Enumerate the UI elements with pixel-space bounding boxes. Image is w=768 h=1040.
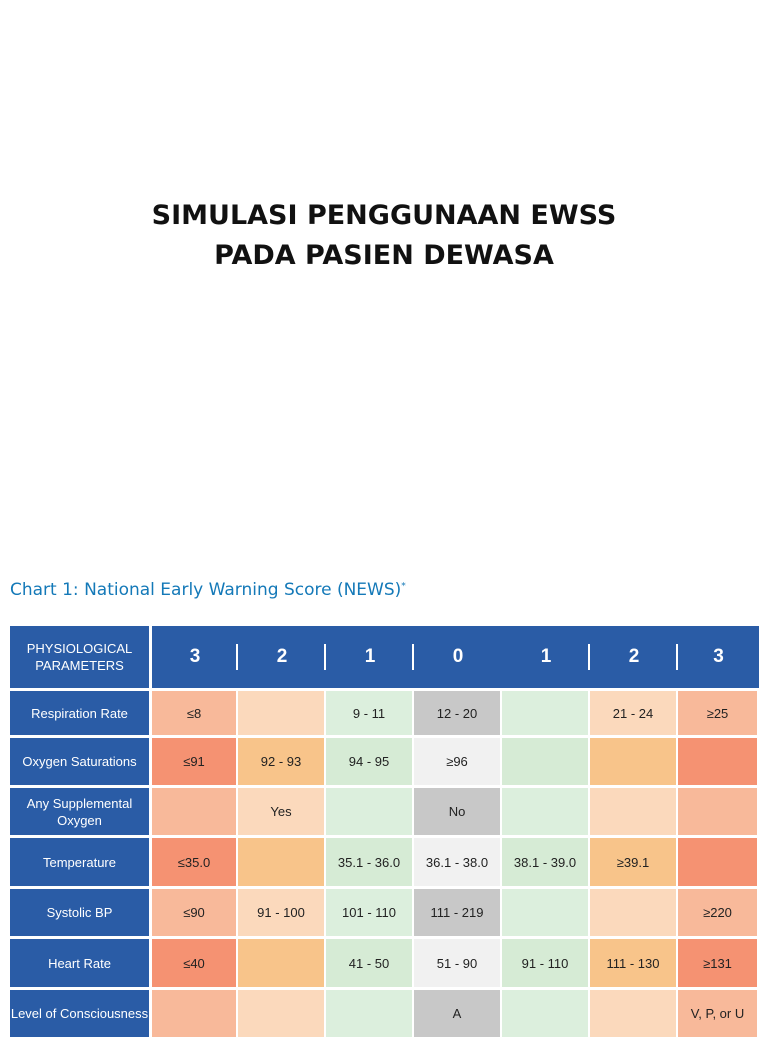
score-cell: ≤35.0: [152, 838, 238, 889]
parameter-label: Respiration Rate: [10, 691, 152, 738]
parameter-label: Oxygen Saturations: [10, 738, 152, 788]
score-cell: 51 - 90: [414, 939, 502, 990]
score-cell: [590, 990, 678, 1040]
score-cell: 101 - 110: [326, 889, 414, 939]
header-physiological-parameters: PHYSIOLOGICAL PARAMETERS: [10, 626, 152, 688]
table-row: [10, 738, 759, 788]
slide-title-line-1: SIMULASI PENGGUNAAN EWSS: [151, 200, 617, 231]
score-cell: [502, 788, 590, 838]
score-cell: ≥131: [678, 939, 759, 990]
chart-caption: [10, 580, 406, 600]
table-row: [10, 990, 759, 1040]
header-score-col-3: 1: [326, 626, 414, 688]
score-cell: Yes: [238, 788, 326, 838]
table-row: [10, 889, 759, 939]
score-cell: 111 - 219: [414, 889, 502, 939]
score-cell: 35.1 - 36.0: [326, 838, 414, 889]
score-cell: 41 - 50: [326, 939, 414, 990]
score-cell: No: [414, 788, 502, 838]
score-cell: [502, 889, 590, 939]
parameter-label: Any Supplemental Oxygen: [10, 788, 152, 838]
parameter-label: Systolic BP: [10, 889, 152, 939]
score-cell: 111 - 130: [590, 939, 678, 990]
score-cell: ≤90: [152, 889, 238, 939]
header-score-col-6: 2: [590, 626, 678, 688]
score-cell: 38.1 - 39.0: [502, 838, 590, 889]
header-score-col-5: 1: [502, 626, 590, 688]
score-cell: [238, 691, 326, 738]
score-cell: 91 - 100: [238, 889, 326, 939]
parameter-label: Heart Rate: [10, 939, 152, 990]
score-cell: ≥96: [414, 738, 502, 788]
score-cell: ≥220: [678, 889, 759, 939]
table-row: [10, 939, 759, 990]
score-cell: [590, 738, 678, 788]
score-cell: [152, 990, 238, 1040]
slide-title-line-2: PADA PASIEN DEWASA: [214, 240, 554, 271]
score-cell: [678, 838, 759, 889]
score-cell: 21 - 24: [590, 691, 678, 738]
header-score-col-4: 0: [414, 626, 502, 688]
score-cell: V, P, or U: [678, 990, 759, 1040]
score-cell: [678, 788, 759, 838]
chart-caption-footnote-mark: *: [401, 581, 406, 592]
table-header-row: [10, 626, 759, 688]
score-cell: [238, 838, 326, 889]
score-cell: ≤40: [152, 939, 238, 990]
score-cell: 9 - 11: [326, 691, 414, 738]
table-row: [10, 838, 759, 889]
table-row: [10, 788, 759, 838]
news-score-table: [10, 626, 759, 1040]
score-cell: 36.1 - 38.0: [414, 838, 502, 889]
score-cell: [326, 788, 414, 838]
score-cell: [502, 990, 590, 1040]
parameter-label: Temperature: [10, 838, 152, 889]
slide-title: [0, 196, 768, 276]
score-cell: [590, 889, 678, 939]
score-cell: [502, 738, 590, 788]
score-cell: [678, 738, 759, 788]
score-cell: [238, 990, 326, 1040]
score-cell: [326, 990, 414, 1040]
score-cell: ≤8: [152, 691, 238, 738]
score-cell: 12 - 20: [414, 691, 502, 738]
score-cell: [238, 939, 326, 990]
table-row: [10, 691, 759, 738]
score-cell: [152, 788, 238, 838]
header-score-col-1: 3: [152, 626, 238, 688]
score-cell: ≤91: [152, 738, 238, 788]
chart-caption-text: Chart 1: National Early Warning Score (NEWS): [10, 580, 402, 600]
score-cell: ≥25: [678, 691, 759, 738]
header-score-col-7: 3: [678, 626, 759, 688]
score-cell: A: [414, 990, 502, 1040]
table-body: [10, 691, 759, 1040]
score-cell: 91 - 110: [502, 939, 590, 990]
header-score-col-2: 2: [238, 626, 326, 688]
score-cell: [502, 691, 590, 738]
score-cell: ≥39.1: [590, 838, 678, 889]
parameter-label: Level of Consciousness: [10, 990, 152, 1040]
score-cell: [590, 788, 678, 838]
score-cell: 94 - 95: [326, 738, 414, 788]
score-cell: 92 - 93: [238, 738, 326, 788]
